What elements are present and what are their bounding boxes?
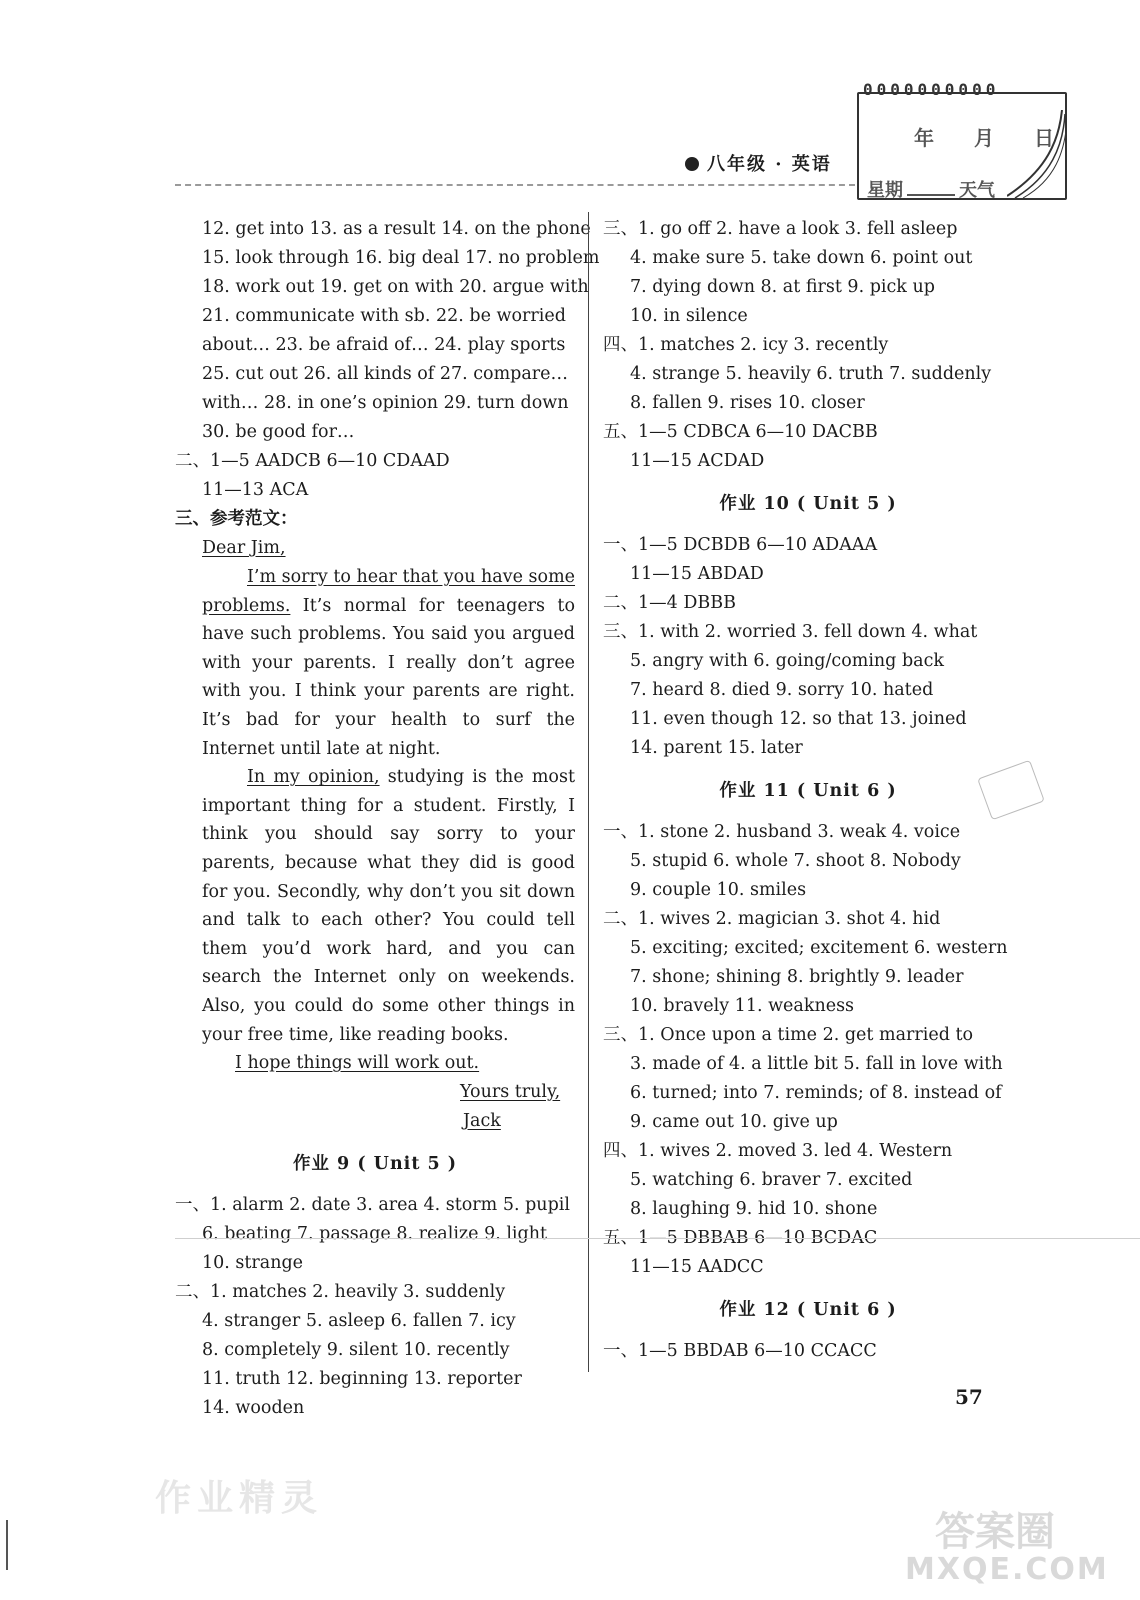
answer-line: 18. work out 19. get on with 20. argue with [202,277,589,297]
calendar-rings-icon: 0000000000 [863,80,1000,99]
homework-9-title: 作业 9 ( Unit 5 ) [292,1154,458,1175]
answer-line: 11—15 AADCC [630,1257,764,1277]
calendar-day-label: 日 [1034,126,1054,150]
letter-paragraph-2: In my opinion, studying is the most important thing for a student. Firstly, I think you should say sorry to your parents, because what they did is good for you. Secondly, why don’t you sit down and talk to each other? You could tell them you’d work hard, and you can search the Internet only on weekends. Also, you could do some other things in your free time, like reading books. [202,767,575,1045]
watermark-left: 作业精灵 [155,1478,324,1519]
answer-line: 5. watching 6. braver 7. excited [630,1170,913,1190]
letter-paragraph-3 [175,1049,575,1078]
page-curl-icon [1007,110,1067,198]
answer-line: 四、1. matches 2. icy 3. recently [603,335,889,355]
answer-line: 11—15 ABDAD [630,564,764,584]
calendar-year-label: 年 [914,126,934,150]
answer-line: 11. truth 12. beginning 13. reporter [202,1369,522,1390]
left-column [175,215,600,1423]
answer-line: 9. couple 10. smiles [630,880,807,900]
letter-closing: Yours truly, [460,1082,561,1103]
header-dashed-divider [175,184,855,186]
underlined-phrase: I’m sorry to hear that you have some problems. [202,567,576,616]
answer-line: 一、1—5 BBDAB 6—10 CCACC [603,1341,877,1361]
answer-line: 二、1. matches 2. heavily 3. suddenly [175,1282,506,1303]
answer-line: 二、1—5 AADCB 6—10 CDAAD [175,451,450,471]
homework-10-title: 作业 10 ( Unit 5 ) [719,494,897,514]
answer-line: 6. beating 7. passage 8. realize 9. light [202,1224,548,1245]
answer-line: 二、1. wives 2. magician 3. shot 4. hid [603,909,941,929]
answer-line: 五、1—5 CDBCA 6—10 DACBB [603,422,878,442]
section-heading: 三、参考范文： [175,509,298,529]
answer-line: 9. came out 10. give up [630,1112,838,1132]
answer-line: 10. strange [202,1253,304,1274]
answer-line: 5. angry with 6. going/coming back [630,651,944,671]
answer-line: 7. dying down 8. at first 9. pick up [630,277,935,297]
answer-line: 14. parent 15. later [630,738,803,758]
answer-line: 25. cut out 26. all kinds of 27. compare… [202,364,569,384]
answer-line: 10. bravely 11. weakness [630,996,855,1016]
calendar-week-row [867,176,995,202]
right-column [603,215,1013,1366]
grade-subject-label: 八年级 · 英语 [685,150,832,176]
answer-line: with… 28. in one’s opinion 29. turn down [202,393,569,413]
answer-line: 30. be good for… [202,422,355,442]
bullet-dot-icon [685,157,699,171]
edge-mark [6,1520,8,1570]
column-divider [588,212,589,1372]
answer-line: 7. shone; shining 8. brightly 9. leader [630,967,964,987]
homework-12-title: 作业 12 ( Unit 6 ) [719,1300,897,1320]
answer-line: 一、1—5 DCBDB 6—10 ADAAA [603,535,878,555]
answer-line: 4. strange 5. heavily 6. truth 7. suddenly [630,364,992,384]
answer-line: 五、1—5 DBBAB 6—10 BCDAC [603,1228,878,1248]
answer-line: 21. communicate with sb. 22. be worried [202,306,566,326]
answer-line: 四、1. wives 2. moved 3. led 4. Western [603,1141,953,1161]
letter-signature: Jack [463,1111,501,1132]
letter-greeting: Dear Jim, [202,538,286,558]
calendar-graphic [857,80,1072,201]
watermark-url: MXQE.COM [905,1552,1109,1587]
answer-line: 8. fallen 9. rises 10. closer [630,393,865,413]
answer-line: 一、1. alarm 2. date 3. area 4. storm 5. pupil [175,1195,570,1216]
underlined-phrase: I hope things will work out. [235,1053,480,1074]
scan-fold-line [175,1238,1140,1239]
answer-line: 12. get into 13. as a result 14. on the phone [202,219,591,239]
answer-line: 11. even though 12. so that 13. joined [630,709,967,729]
answer-line: 一、1. stone 2. husband 3. weak 4. voice [603,822,961,842]
calendar-week-label: 星期 [867,180,903,201]
answer-line: 7. heard 8. died 9. sorry 10. hated [630,680,934,700]
calendar-weather-label: 天气 [959,180,995,201]
answer-line: 15. look through 16. big deal 17. no problem [202,248,600,268]
underlined-phrase: In my opinion, [247,767,380,788]
answer-line: 8. completely 9. silent 10. recently [202,1340,510,1361]
answer-line: 4. stranger 5. asleep 6. fallen 7. icy [202,1311,516,1332]
answer-line: 6. turned; into 7. reminds; of 8. instead of [630,1083,1002,1103]
answer-line: 10. in silence [630,306,748,326]
answer-line: 三、1. with 2. worried 3. fell down 4. what [603,622,978,642]
answer-line: 8. laughing 9. hid 10. shone [630,1199,878,1219]
answer-line: 三、1. go off 2. have a look 3. fell asleep [603,219,958,239]
answer-line: 三、1. Once upon a time 2. get married to [603,1025,974,1045]
answer-line: 11—13 ACA [202,480,309,500]
answer-line: 11—15 ACDAD [630,451,765,471]
watermark-logo: 答案圈 [935,1509,1055,1555]
answer-line: 4. make sure 5. take down 6. point out [630,248,973,268]
answer-line: 3. made of 4. a little bit 5. fall in love with [630,1054,1003,1074]
answer-line: about… 23. be afraid of… 24. play sports [202,335,566,355]
letter-paragraph-1: I’m sorry to hear that you have some problems. It’s normal for teenagers to have such problems. You said you argued with your parents. I really don’t agree with you. I think your parents are right. It’s bad for your health to surf the Internet until late at night. [202,567,576,759]
calendar-blank-line [907,194,955,196]
page-number: 57 [955,1385,983,1409]
homework-11-title: 作业 11 ( Unit 6 ) [719,781,897,801]
answer-line: 二、1—4 DBBB [603,593,736,613]
answer-line: 5. exciting; excited; excitement 6. western [630,938,1008,958]
answer-line: 14. wooden [202,1398,305,1419]
answer-line: 5. stupid 6. whole 7. shoot 8. Nobody [630,851,961,871]
calendar-month-label: 月 [974,126,994,150]
